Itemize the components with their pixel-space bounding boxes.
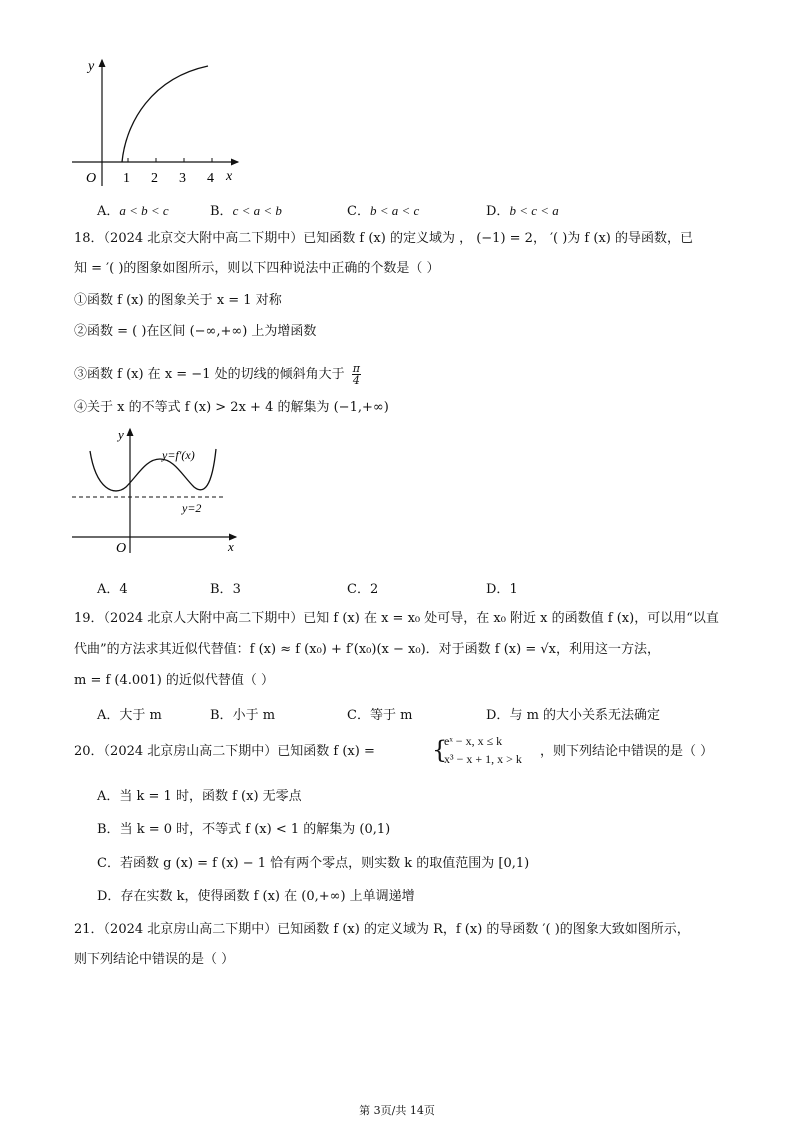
tick-3: 3: [179, 171, 186, 186]
q19-stem-line3: m = f (4.001) 的近似代替值（ ）: [74, 673, 275, 688]
x-label: x: [228, 539, 234, 554]
q20-option-d[interactable]: D．存在实数 k，使得函数 f (x) 在 (0,+∞) 上单调递增: [97, 889, 415, 904]
q17-option-c[interactable]: C．b < a < c: [347, 203, 420, 219]
q20-piece-2: x³ − x + 1, x > k: [444, 752, 522, 766]
q19-option-c[interactable]: C．等于 m: [347, 708, 413, 723]
q18-stem-line1: 18．（2024 北京交大附中高二下期中）已知函数 f (x) 的定义域为 ， (−1) = 2， ′( )为 f (x) 的导函数，已: [74, 231, 693, 246]
q20-option-b[interactable]: B．当 k = 0 时，不等式 f (x) < 1 的解集为 (0,1): [97, 822, 391, 837]
line-label: y=2: [182, 501, 202, 515]
q20-piece-1: eˣ − x, x ≤ k: [444, 734, 503, 748]
q20-option-c[interactable]: C．若函数 g (x) = f (x) − 1 恰有两个零点，则实数 k 的取值范围为 [0,1): [97, 856, 530, 871]
q18-option-c[interactable]: C．2: [347, 582, 379, 597]
origin-label: O: [116, 541, 127, 556]
q17-option-b[interactable]: B．c < a < b: [210, 203, 282, 219]
q19-option-b[interactable]: B．小于 m: [210, 708, 276, 723]
graph-q17: [60, 52, 260, 192]
q18-statement-2: ②函数 = ( )在区间 (−∞,+∞) 上为增函数: [74, 324, 317, 339]
derivative-curve: [90, 449, 216, 491]
tick-2: 2: [151, 171, 158, 186]
q18-stem-line2: 知 = ′( )的图象如图所示，则以下四种说法中正确的个数是（ ）: [74, 261, 440, 276]
graph-q18: [68, 425, 248, 557]
q19-option-a[interactable]: A．大于 m: [97, 708, 162, 723]
q19-option-d[interactable]: D．与 m 的大小关系无法确定: [486, 708, 661, 723]
log-curve: [122, 66, 208, 162]
q19-stem-line2: 代曲”的方法求其近似代替值：f (x) ≈ f (x₀) + f′(x₀)(x − x₀)．对于函数 f (x) = √x，利用这一方法，: [74, 642, 660, 657]
q18-option-b[interactable]: B．3: [210, 582, 241, 597]
q20-option-a[interactable]: A．当 k = 1 时，函数 f (x) 无零点: [97, 789, 302, 804]
curve-label: y=f′(x): [162, 448, 195, 462]
q20-stem-prefix: 20．（2024 北京房山高二下期中）已知函数 f (x) =: [74, 744, 375, 759]
q21-stem-line1: 21．（2024 北京房山高二下期中）已知函数 f (x) 的定义域为 R，f (x) 的导函数 ′( )的图象大致如图所示，: [74, 922, 690, 937]
q18-statement-1: ①函数 f (x) 的图象关于 x = 1 对称: [74, 293, 282, 308]
q20-stem-suffix: ，则下列结论中错误的是（ ）: [540, 744, 714, 759]
q17-option-d[interactable]: D．b < c < a: [486, 203, 559, 219]
x-label: x: [226, 169, 233, 184]
y-label: y: [118, 427, 124, 442]
tick-1: 1: [123, 171, 130, 186]
page-footer: 第 3页/共 14页: [359, 1104, 435, 1117]
y-label: y: [88, 59, 95, 74]
origin-label: O: [86, 171, 97, 186]
pi-over-4-fraction: $\frac{\pi}{4}$: [352, 362, 360, 387]
q18-statement-3: ③函数 f (x) 在 x = −1 处的切线的倾斜角大于 $\frac{\pi}{4}$: [74, 362, 360, 387]
q19-stem-line1: 19．（2024 北京人大附中高二下期中）已知 f (x) 在 x = x₀ 处可导，在 x₀ 附近 x 的函数值 f (x)，可以用“以直: [74, 611, 719, 626]
q18-option-d[interactable]: D．1: [486, 582, 518, 597]
tick-4: 4: [207, 171, 214, 186]
q18-option-a[interactable]: A．4: [97, 582, 128, 597]
q21-stem-line2: 则下列结论中错误的是（ ）: [74, 952, 235, 967]
q17-option-a[interactable]: A．a < b < c: [97, 203, 169, 219]
piecewise-brace: {: [432, 736, 448, 764]
q18-statement-4: ④关于 x 的不等式 f (x) > 2x + 4 的解集为 (−1,+∞): [74, 400, 389, 415]
